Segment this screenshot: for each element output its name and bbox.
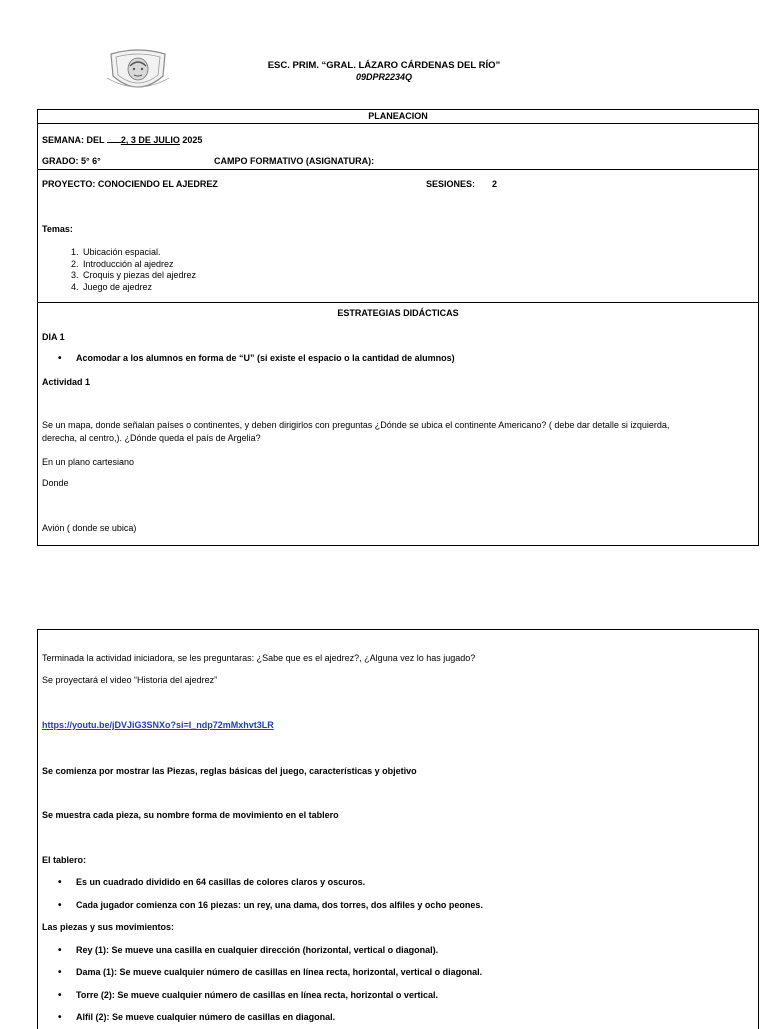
bullet-text: Dama (1): Se mueve cualquier número de casillas en línea recta, horizontal, vertical o diagonal. (76, 967, 483, 977)
temas-list (38, 247, 196, 293)
temas-label: Temas: (42, 224, 73, 234)
list-item (58, 1012, 335, 1023)
sesiones-label: SESIONES: (426, 179, 476, 189)
campo-label: CAMPO FORMATIVO (ASIGNATURA): (214, 156, 375, 166)
bullet-icon: • (58, 945, 62, 956)
list-item (58, 877, 365, 888)
divider (38, 169, 758, 170)
list-item (58, 353, 455, 364)
bullet-text: Rey (1): Se mueve una casilla en cualquier dirección (horizontal, vertical o diagonal). (76, 945, 439, 955)
school-name: ESC. PRIM. “GRAL. LÁZARO CÁRDENAS DEL RÍO” (267, 60, 501, 71)
paragraph-line: Se proyectará el video “Historia del ajedrez” (42, 675, 218, 685)
paragraph-line: Se un mapa, donde señalan países o continentes, y deben dirigirlos con preguntas ¿Dónde se ubica el continente Americano? ( debe dar detalle si izquierda, (42, 420, 670, 430)
bullet-text: Acomodar a los alumnos en forma de “U” (si existe el espacio o la cantidad de alumnos) (76, 353, 455, 363)
planeacion-title: PLANEACION (368, 111, 428, 121)
semana-row (42, 134, 202, 145)
semana-year: 2025 (182, 135, 203, 145)
paragraph-line: Se muestra cada pieza, su nombre forma de movimiento en el tablero (42, 810, 339, 820)
strategies-continuation-table (37, 629, 759, 1029)
list-item (58, 967, 482, 978)
list-item: 2. Introducción al ajedrez (81, 259, 196, 271)
bullet-text: Alfil (2): Se mueve cualquier número de casillas en diagonal. (76, 1012, 336, 1022)
list-item (58, 945, 438, 956)
dia-label: DIA 1 (42, 332, 65, 342)
avion-text: Avión ( donde se ubica) (42, 523, 137, 533)
actividad-label: Actividad 1 (42, 377, 91, 387)
school-code: 09DPR2234Q (355, 72, 413, 82)
list-item (58, 990, 438, 1001)
video-link[interactable]: https://youtu.be/jDVJiG3SNXo?si=I_ndp72mMxhvt3LR (42, 720, 274, 730)
estrategias-title: ESTRATEGIAS DIDÁCTICAS (337, 308, 459, 318)
paragraph-line: Se comienza por mostrar las Piezas, reglas básicas del juego, características y objetivo (42, 766, 417, 776)
bullet-text: Cada jugador comienza con 16 piezas: un rey, una dama, dos torres, dos alfiles y ocho peones. (76, 900, 483, 910)
bullet-text: Torre (2): Se mueve cualquier número de casillas en línea recta, horizontal o vertical. (76, 990, 438, 1000)
divider (38, 302, 758, 303)
proyecto-label: PROYECTO: CONOCIENDO EL AJEDREZ (42, 179, 218, 189)
plano-text: En un plano cartesiano (42, 457, 135, 467)
bullet-text: Es un cuadrado dividido en 64 casillas de colores claros y oscuros. (76, 877, 366, 887)
donde-text: Donde (42, 478, 69, 488)
piezas-label: Las piezas y sus movimientos: (42, 922, 175, 932)
list-item: 1. Ubicación espacial. (81, 247, 196, 259)
school-shield-logo-icon (103, 48, 173, 94)
sesiones-value: 2 (492, 179, 498, 189)
bullet-icon: • (58, 353, 62, 364)
divider (38, 123, 758, 124)
list-item: 3. Croquis y piezas del ajedrez (81, 270, 196, 282)
bullet-icon: • (58, 900, 62, 911)
semana-blank (107, 134, 121, 143)
list-item: 4. Juego de ajedrez (81, 282, 196, 294)
paragraph-line: derecha, al centro,). ¿Dónde queda el país de Argelia? (42, 433, 261, 443)
semana-label: SEMANA: DEL (42, 135, 105, 145)
list-item (58, 900, 483, 911)
bullet-icon: • (58, 990, 62, 1001)
bullet-icon: • (58, 1012, 62, 1023)
paragraph-line: Terminada la actividad iniciadora, se les preguntaras: ¿Sabe que es el ajedrez?, ¿Alguna vez lo has jugado? (42, 653, 476, 663)
bullet-icon: • (58, 967, 62, 978)
semana-dates: 2, 3 DE JULIO (120, 135, 180, 145)
planeacion-table (37, 109, 759, 546)
grado-label: GRADO: 5° 6° (42, 156, 101, 166)
tablero-label: El tablero: (42, 855, 87, 865)
bullet-icon: • (58, 877, 62, 888)
